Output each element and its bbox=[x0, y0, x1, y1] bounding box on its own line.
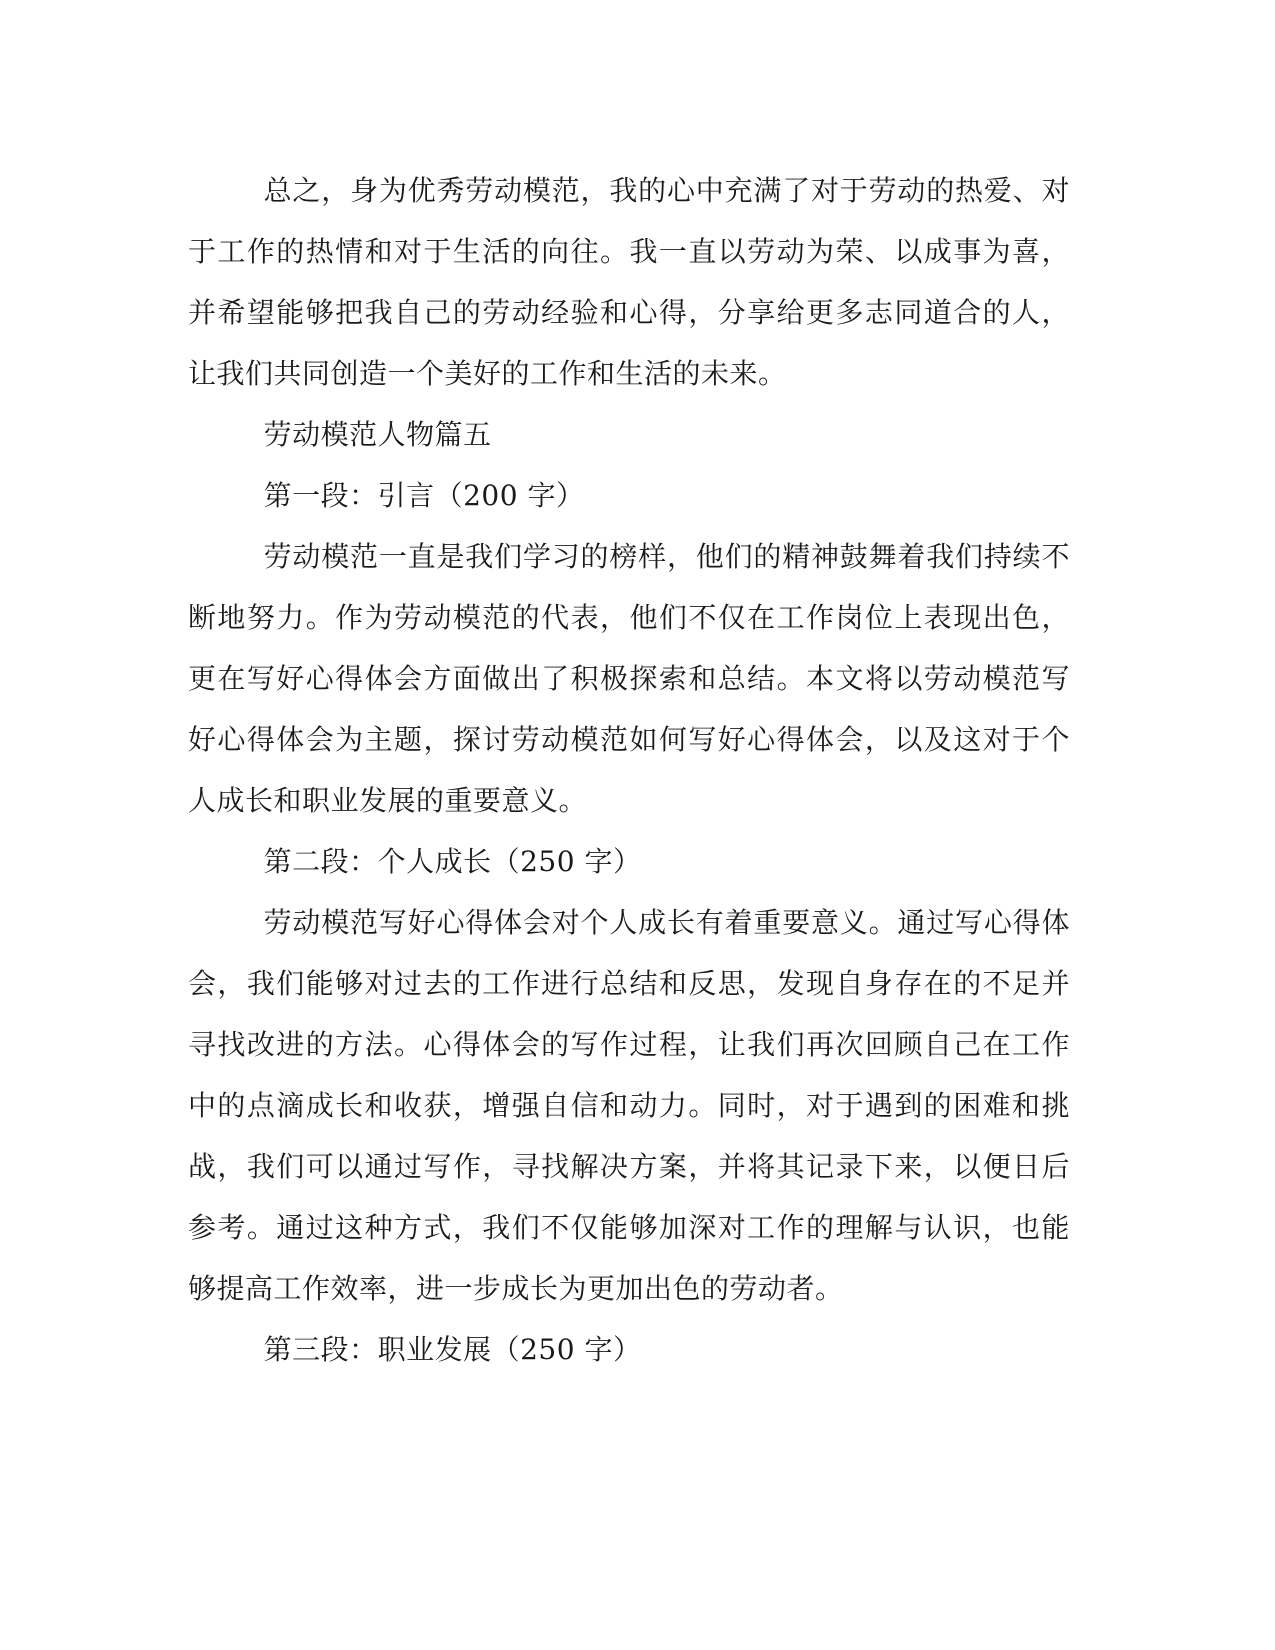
document-body bbox=[188, 160, 1070, 1380]
subheading-intro: 第一段：引言（200 字） bbox=[263, 479, 585, 512]
section-heading: 劳动模范人物篇五 bbox=[263, 418, 492, 451]
paragraph-intro: 劳动模范一直是我们学习的榜样，他们的精神鼓舞着我们持续不断地努力。作为劳动模范的代表，他们不仅在工作岗位上表现出色，更在写好心得体会方面做出了积极探索和总结。本文将以劳动模范写好心得体会为主题，探讨劳动模范如何写好心得体会，以及这对于个人成长和职业发展的重要意义。 bbox=[188, 540, 1070, 817]
subheading-career-development: 第三段：职业发展（250 字） bbox=[263, 1333, 642, 1366]
paragraph-conclusion: 总之，身为优秀劳动模范，我的心中充满了对于劳动的热爱、对于工作的热情和对于生活的向往。我一直以劳动为荣、以成事为喜，并希望能够把我自己的劳动经验和心得，分享给更多志同道合的人，让我们共同创造一个美好的工作和生活的未来。 bbox=[188, 174, 1070, 390]
paragraph-personal-growth: 劳动模范写好心得体会对个人成长有着重要意义。通过写心得体会，我们能够对过去的工作进行总结和反思，发现自身存在的不足并寻找改进的方法。心得体会的写作过程，让我们再次回顾自己在工作中的点滴成长和收获，增强自信和动力。同时，对于遇到的困难和挑战，我们可以通过写作，寻找解决方案，并将其记录下来，以便日后参考。通过这种方式，我们不仅能够加深对工作的理解与认识，也能够提高工作效率，进一步成长为更加出色的劳动者。 bbox=[188, 906, 1070, 1305]
subheading-personal-growth: 第二段：个人成长（250 字） bbox=[263, 845, 642, 878]
